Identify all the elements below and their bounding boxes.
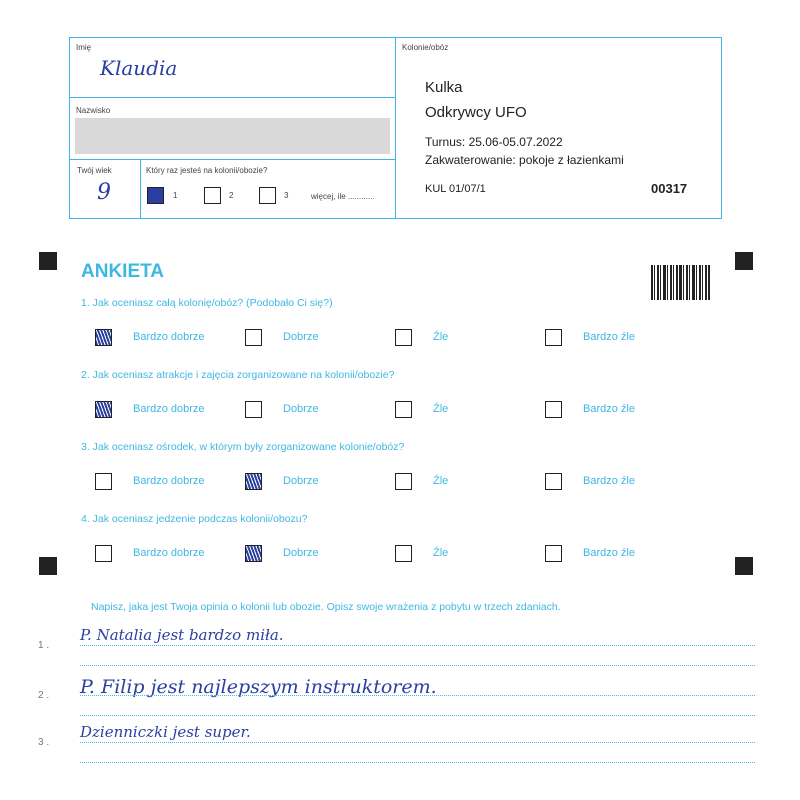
- camp-program: Odkrywcy UFO: [425, 104, 527, 121]
- survey-title: ANKIETA: [81, 261, 165, 282]
- col-divider: [140, 159, 141, 218]
- registration-marker: [735, 557, 753, 575]
- answer-checkbox[interactable]: [395, 545, 412, 562]
- barcode: [651, 265, 711, 300]
- answer-line: [80, 695, 755, 696]
- header-divider: [395, 37, 396, 218]
- answer-option-label: Dobrze: [283, 403, 319, 415]
- answer-option-label: Dobrze: [283, 475, 319, 487]
- answer-text: P. Filip jest najlepszym instruktorem.: [80, 676, 437, 698]
- answer-line: [80, 742, 755, 743]
- answer-number: 1 .: [38, 640, 50, 651]
- accommodation: Zakwaterowanie: pokoje z łazienkami: [425, 153, 624, 167]
- answer-checkbox[interactable]: [545, 329, 562, 346]
- answer-checkbox[interactable]: [545, 545, 562, 562]
- camp-label: Kolonie/obóz: [402, 43, 449, 52]
- answer-number: 2 .: [38, 690, 50, 701]
- answer-option-label: Bardzo dobrze: [133, 475, 205, 487]
- answer-checkbox[interactable]: [95, 473, 112, 490]
- answer-text: Dzienniczki jest super.: [80, 723, 251, 741]
- question-text: 2. Jak oceniasz atrakcje i zajęcia zorganizowane na kolonii/obozie?: [81, 369, 395, 381]
- answer-option-label: Źle: [433, 403, 449, 415]
- answer-checkbox[interactable]: [95, 545, 112, 562]
- answer-option-label: Bardzo źle: [583, 403, 635, 415]
- registration-marker: [735, 252, 753, 270]
- opinion-prompt: Napisz, jaka jest Twoja opinia o kolonii lub obozie. Opisz swoje wrażenia z pobytu w trzech zdaniach.: [91, 601, 561, 613]
- times-checkbox-1[interactable]: [147, 187, 164, 204]
- row-divider: [69, 159, 396, 160]
- question-text: 3. Jak oceniasz ośrodek, w którym były zorganizowane kolonie/obóz?: [81, 441, 405, 453]
- age-label: Twój wiek: [77, 166, 112, 175]
- answer-checkbox[interactable]: [545, 473, 562, 490]
- surname-redaction: [75, 118, 390, 154]
- name-value: Klaudia: [100, 56, 178, 80]
- answer-line: [80, 715, 755, 716]
- name-label: Imię: [76, 43, 92, 52]
- times-option-2: 2: [229, 191, 234, 200]
- answer-checkbox[interactable]: [395, 329, 412, 346]
- times-more: więcej, ile ............: [311, 192, 375, 201]
- form-number: 00317: [651, 181, 688, 196]
- times-label: Który raz jesteś na kolonii/obozie?: [146, 166, 268, 175]
- answer-checkbox[interactable]: [245, 473, 262, 490]
- answer-checkbox[interactable]: [95, 401, 112, 418]
- answer-number: 3 .: [38, 737, 50, 748]
- surname-label: Nazwisko: [76, 106, 111, 115]
- answer-checkbox[interactable]: [245, 545, 262, 562]
- question-text: 1. Jak oceniasz całą kolonię/obóz? (Podobało Ci się?): [81, 297, 333, 309]
- answer-checkbox[interactable]: [245, 401, 262, 418]
- times-option-1: 1: [173, 191, 178, 200]
- answer-option-label: Bardzo źle: [583, 331, 635, 343]
- answer-checkbox[interactable]: [245, 329, 262, 346]
- answer-text: P. Natalia jest bardzo miła.: [80, 626, 284, 644]
- question-text: 4. Jak oceniasz jedzenie podczas kolonii/obozu?: [81, 513, 308, 525]
- age-value: 9: [97, 180, 111, 205]
- answer-option-label: Bardzo źle: [583, 475, 635, 487]
- answer-checkbox[interactable]: [395, 473, 412, 490]
- camp-name: Kulka: [425, 79, 463, 96]
- answer-option-label: Bardzo dobrze: [133, 403, 205, 415]
- answer-option-label: Dobrze: [283, 547, 319, 559]
- answer-option-label: Źle: [433, 331, 449, 343]
- answer-option-label: Bardzo dobrze: [133, 331, 205, 343]
- answer-option-label: Bardzo dobrze: [133, 547, 205, 559]
- row-divider: [69, 97, 396, 98]
- answer-checkbox[interactable]: [545, 401, 562, 418]
- answer-checkbox[interactable]: [395, 401, 412, 418]
- answer-checkbox[interactable]: [95, 329, 112, 346]
- times-checkbox-3[interactable]: [259, 187, 276, 204]
- times-checkbox-2[interactable]: [204, 187, 221, 204]
- answer-option-label: Źle: [433, 547, 449, 559]
- answer-option-label: Bardzo źle: [583, 547, 635, 559]
- answer-line: [80, 762, 755, 763]
- answer-option-label: Źle: [433, 475, 449, 487]
- times-option-3: 3: [284, 191, 289, 200]
- answer-line: [80, 665, 755, 666]
- answer-line: [80, 645, 755, 646]
- registration-marker: [39, 557, 57, 575]
- turnus: Turnus: 25.06-05.07.2022: [425, 135, 563, 149]
- registration-marker: [39, 252, 57, 270]
- answer-option-label: Dobrze: [283, 331, 319, 343]
- camp-code: KUL 01/07/1: [425, 183, 486, 195]
